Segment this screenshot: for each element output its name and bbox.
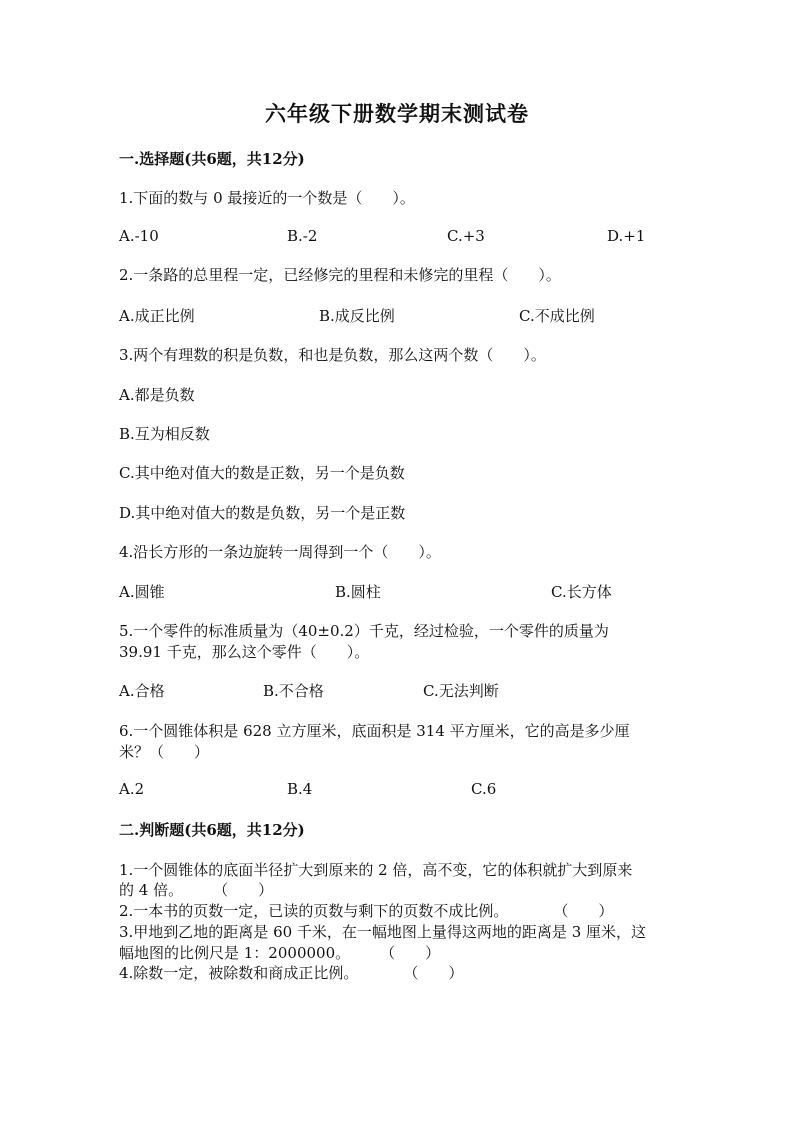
question-4-stem: 4.沿长方形的一条边旋转一周得到一个（ ）。 (119, 543, 441, 561)
question-3-option-c: C.其中绝对值大的数是正数，另一个是负数 (119, 464, 405, 482)
question-3-option-b: B.互为相反数 (119, 425, 210, 443)
judgement-1-line2: 的 4 倍。 （ ） (119, 881, 274, 899)
question-5-stem-line2: 39.91 千克，那么这个零件（ ）。 (119, 643, 370, 661)
section-heading-choice: 一.选择题(共6题，共12分) (119, 150, 305, 168)
question-1-option-b: B.-2 (287, 227, 318, 245)
question-1-option-d: D.+1 (607, 227, 646, 245)
page-title: 六年级下册数学期末测试卷 (265, 101, 529, 126)
question-2-stem: 2.一条路的总里程一定，已经修完的里程和未修完的里程（ ）。 (119, 266, 561, 284)
question-5-option-b: B.不合格 (263, 682, 324, 700)
question-5-stem-line1: 5.一个零件的标准质量为（40±0.2）千克，经过检验，一个零件的质量为 (119, 622, 609, 640)
question-1-stem: 1.下面的数与 0 最接近的一个数是（ ）。 (119, 189, 415, 207)
question-6-stem-line1: 6.一个圆锥体积是 628 立方厘米，底面积是 314 平方厘米，它的高是多少厘 (119, 722, 630, 740)
question-4-option-b: B.圆柱 (335, 583, 381, 601)
question-5-option-a: A.合格 (119, 682, 165, 700)
question-4-option-a: A.圆锥 (119, 583, 165, 601)
question-4-option-c: C.长方体 (551, 583, 612, 601)
judgement-4-line1: 4.除数一定，被除数和商成正比例。 （ ） (119, 964, 464, 982)
question-3-stem: 3.两个有理数的积是负数，和也是负数，那么这两个数（ ）。 (119, 346, 546, 364)
question-2-option-a: A.成正比例 (119, 307, 195, 325)
judgement-3-line2: 幅地图的比例尺是 1：2000000。 （ ） (119, 944, 441, 962)
question-3-option-a: A.都是负数 (119, 386, 195, 404)
question-1-option-c: C.+3 (447, 227, 485, 245)
question-2-option-b: B.成反比例 (319, 307, 395, 325)
judgement-1-line1: 1.一个圆锥体的底面半径扩大到原来的 2 倍，高不变，它的体积就扩大到原来 (119, 861, 633, 879)
question-6-stem-line2: 米？（ ） (119, 743, 210, 761)
question-6-option-b: B.4 (287, 780, 313, 798)
question-5-option-c: C.无法判断 (423, 682, 499, 700)
judgement-2-line1: 2.一本书的页数一定，已读的页数与剩下的页数不成比例。 （ ） (119, 902, 614, 920)
question-6-option-a: A.2 (119, 780, 145, 798)
question-3-option-d: D.其中绝对值大的数是负数，另一个是正数 (119, 504, 406, 522)
question-1-option-a: A.-10 (119, 227, 159, 245)
question-2-option-c: C.不成比例 (519, 307, 595, 325)
question-6-option-c: C.6 (471, 780, 497, 798)
judgement-3-line1: 3.甲地到乙地的距离是 60 千米，在一幅地图上量得这两地的距离是 3 厘米，这 (119, 923, 647, 941)
section-heading-judgement: 二.判断题(共6题，共12分) (119, 821, 305, 839)
